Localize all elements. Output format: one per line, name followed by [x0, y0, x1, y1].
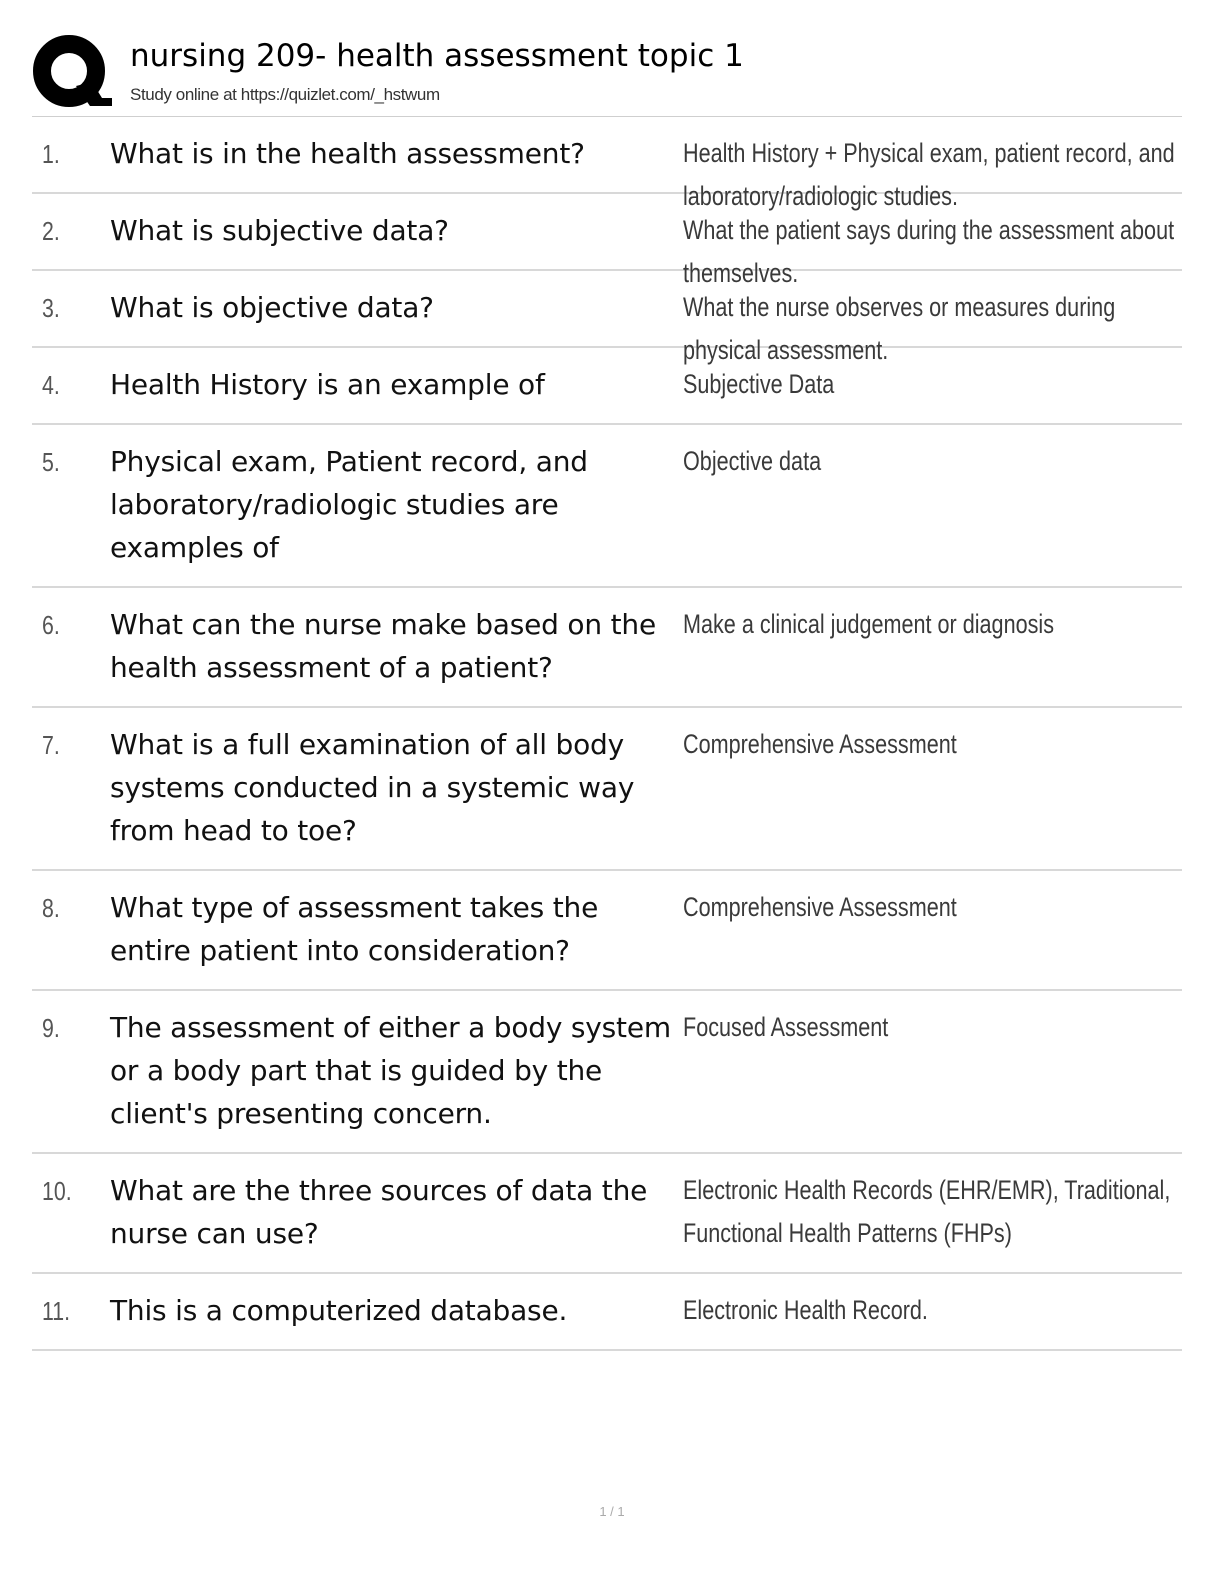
card-definition-text: Objective data	[683, 446, 822, 476]
card-number: 3.	[42, 293, 60, 323]
flashcard-row	[32, 271, 1182, 365]
card-definition-text: Comprehensive Assessment	[683, 892, 957, 922]
card-definition-text: Make a clinical judgement or diagnosis	[683, 609, 1054, 639]
card-term: Health History is an example of	[110, 368, 545, 401]
card-definition-text: Comprehensive Assessment	[683, 729, 957, 759]
document-header	[32, 34, 1182, 114]
card-definition-text: Subjective Data	[683, 369, 835, 399]
card-term: What can the nurse make based on the health assessment of a patient?	[110, 608, 656, 684]
flashcard-row	[32, 1274, 1182, 1351]
card-definition	[683, 886, 1183, 929]
quizlet-logo-icon	[32, 34, 112, 114]
card-number: 7.	[42, 730, 60, 760]
card-number: 9.	[42, 1013, 60, 1043]
card-term: What is a full examination of all body systems conducted in a systemic way from head to toe?	[110, 728, 635, 847]
card-definition	[683, 1006, 1183, 1049]
card-definition	[683, 723, 1183, 766]
card-term: What is in the health assessment?	[110, 137, 585, 170]
card-definition-text: Focused Assessment	[683, 1012, 889, 1042]
card-number: 4.	[42, 370, 60, 400]
card-definition-text: Health History + Physical exam, patient record, and laboratory/radiologic studies.	[683, 138, 1175, 211]
card-number: 10.	[42, 1176, 72, 1206]
card-number: 8.	[42, 893, 60, 923]
card-number: 11.	[42, 1296, 71, 1326]
card-number: 5.	[42, 447, 60, 477]
card-term: What type of assessment takes the entire patient into consideration?	[110, 891, 599, 967]
card-term: What is subjective data?	[110, 214, 449, 247]
card-definition-text: Electronic Health Records (EHR/EMR), Traditional, Functional Health Patterns (FHPs)	[683, 1175, 1171, 1248]
flashcard-row	[32, 588, 1182, 708]
card-definition	[683, 1289, 1183, 1332]
flashcard-list	[32, 117, 1182, 1351]
flashcard-row	[32, 871, 1182, 991]
page-title: nursing 209- health assessment topic 1	[130, 38, 744, 74]
card-definition-text: Electronic Health Record.	[683, 1295, 928, 1325]
card-definition-text: What the nurse observes or measures during physical assessment.	[683, 292, 1116, 365]
card-term: Physical exam, Patient record, and laboratory/radiologic studies are examples of	[110, 445, 588, 564]
card-term: What is objective data?	[110, 291, 434, 324]
flashcard-row	[32, 117, 1182, 211]
card-definition-text: What the patient says during the assessment about themselves.	[683, 215, 1175, 288]
page-number: 1 / 1	[599, 1504, 625, 1519]
flashcard-row	[32, 425, 1182, 588]
card-number: 1.	[42, 139, 60, 169]
flashcard-row	[32, 348, 1182, 425]
flashcard-row	[32, 1154, 1182, 1274]
card-definition	[683, 603, 1183, 646]
card-number: 2.	[42, 216, 60, 246]
card-definition	[683, 363, 1183, 406]
card-term: This is a computerized database.	[110, 1294, 568, 1327]
flashcard-row	[32, 194, 1182, 288]
card-definition	[683, 440, 1183, 483]
flashcard-row	[32, 708, 1182, 871]
card-term: The assessment of either a body system or a body part that is guided by the client's presenting concern.	[110, 1011, 671, 1130]
card-term: What are the three sources of data the nurse can use?	[110, 1174, 648, 1250]
flashcard-row	[32, 991, 1182, 1154]
study-online-link[interactable]: Study online at https://quizlet.com/_hstwum	[130, 85, 440, 104]
card-definition	[683, 1169, 1183, 1255]
card-number: 6.	[42, 610, 60, 640]
